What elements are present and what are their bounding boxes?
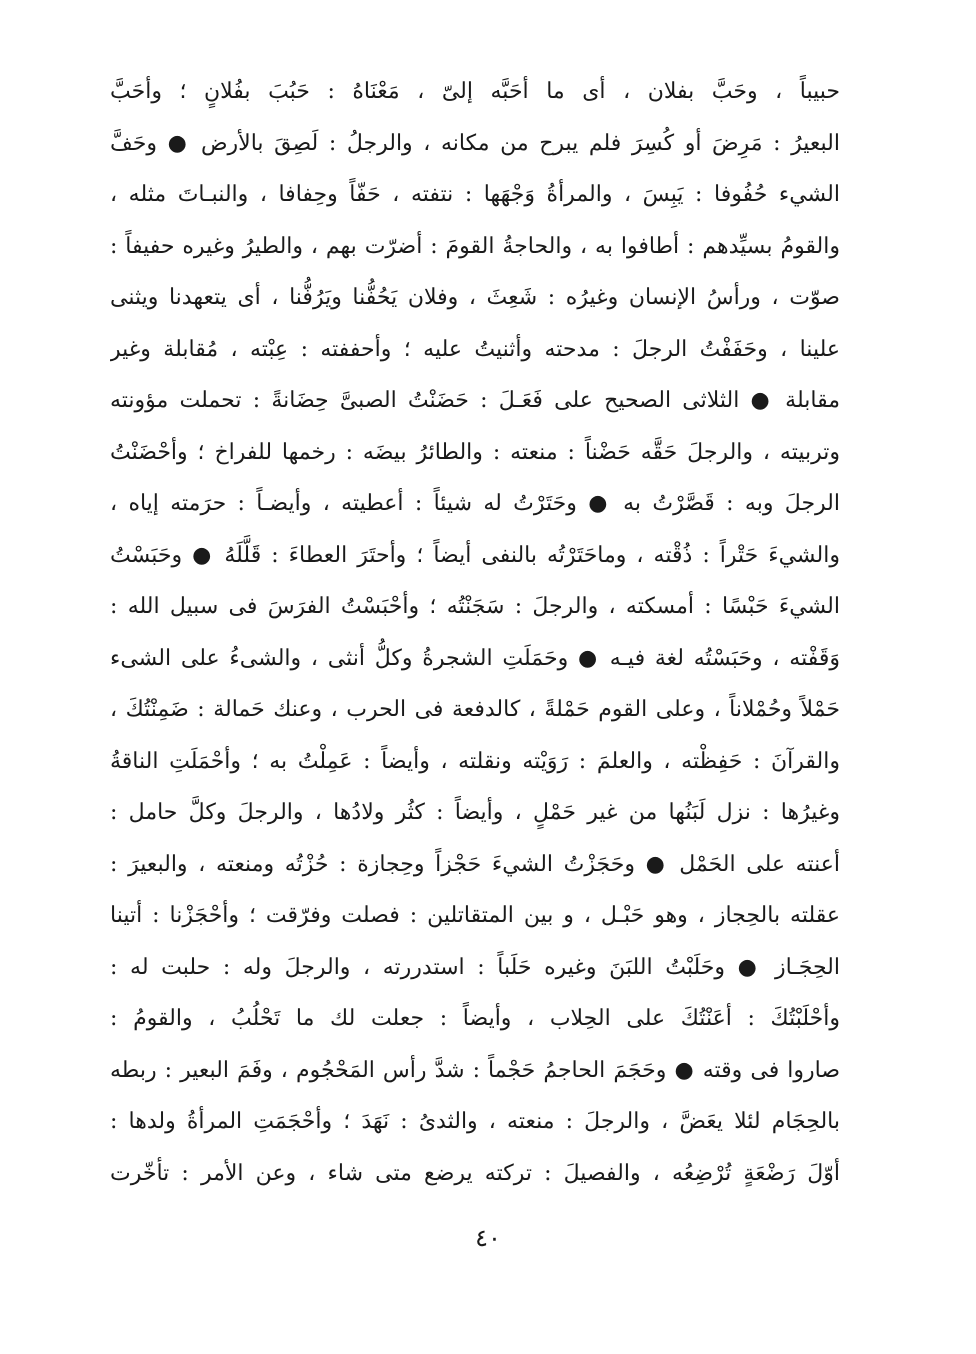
text-line: والقومُ بسيِّدهم : أطافوا به ، والحاجةُ القومَ : أضرّت بهم ، والطيرُ وغيره حفيفاً :: [110, 233, 840, 259]
text-line: صوّت ، ورأسُ الإنسان وغيرُه : شَعِثَ ، وفلان يَحُفُّنا ويَرُفُّنا ، أى يتعهدنا ويثنى: [110, 285, 840, 310]
text-line: الشيء حُفُوفا : يَبِسَ ، والمرأةُ وَجْهَها : نتفته ، حَفّاً وحِفافا ، والنبـاتَ مثله ،: [110, 182, 840, 207]
text-line: بالحِجَام لئلا يعَضَّ ، والرجلَ : منعته ، والثدىُ : نَهَدَ ؛ وأحْجَمَتِ المرأةُ ولدها :: [110, 1109, 840, 1134]
text-line: عقلته بالحِجاز ، وهو حَبْـل ، و بين المتقاتلين : فصلت وفرّقت ؛ وأحْجَزْنا : أتينا: [110, 903, 840, 928]
body-text: [110, 66, 840, 1199]
text-line: والقرآنَ : حَفِظْته ، والعلمَ : رَوَيْته ونقلته ، وأيضاً : عَمِلْتُ به ؛ وأحْمَلَتِ الناقةُ: [110, 748, 840, 774]
text-line: الشيءَ حَبْسًا : أمسكته ، والرجلَ : سَجَنْتُه ؛ وأحْبَسْتُ الفرَسَ فى سبيل الله :: [110, 594, 840, 619]
text-line: وأحْلَبْتُكَ : أعَنْتُكَ على الحِلاب ، وأيضاً : جعلت لك ما تَحْلُبُ ، والقومُ :: [110, 1006, 840, 1031]
text-line: صاروا فى وقته ● وحَجَمَ الحاجمُ حَجْماً : شدَّ رأس المَحْجُوم ، وفَمَ البعير : ربطه: [110, 1057, 840, 1083]
text-line: وَقَفْته ، وحَبَسْتُه لغة فيـه ● وحَمَلَتِ الشجرةُ وكلُّ أنثى ، والشىءُ على الشىء: [110, 645, 840, 671]
text-line: الرجلَ وبه : قَصَّرْتُ به ● وحَتَرْتُ له شيئاً : أعطيته ، وأيضـاً : حرَمته إياه ،: [110, 491, 840, 516]
text-line: البعيرُ : مَرِضَ أو كُسِرَ فلم يبرح من مكانه ، والرجلُ : لَصِقَ بالأرض ● وحَفَّ: [110, 130, 840, 156]
text-line: وغيرُها : نزل لَبَنُها من غير حَمْلٍ ، وأيضاً : كثُر ولادُها ، والرجلَ وكلَّ حامل :: [110, 800, 840, 825]
text-line: أوّلَ رَضْعَةٍ تُرْضِعُه ، والفصيلَ : تركته يرضع متى شاء ، وعن الأمر : تأخّرت: [110, 1160, 840, 1186]
text-line: مقابلة ● الثلاثى الصحيح على فَعَـلَ : حَضَنْتُ الصبىَّ حِضَانةً : تحملت مؤونته: [110, 388, 840, 413]
text-line: أعنته على الحَمْل ● وحَجَزْتُ الشيءَ حَجْزاً وحِجازة : حُزْتُه ومنعته ، والبعيرَ :: [110, 851, 840, 877]
text-line: علينا ، وحَفَفْتُ الرجلَ : مدحته وأثنيتُ عليه ؛ وأحففته : عِبْته ، مُقابلة وغير: [110, 336, 840, 362]
page-number: ٤٠: [475, 1224, 501, 1252]
text-line: حبيباً ، وحَبَّ بفلان ، أى ما أحَبَّه إلىّ ، مَعْنَاهُ : حَبُبَ بفُلانٍ ؛ وأحَبَّ: [110, 79, 840, 104]
text-line: والشيءَ حَتْراً : ذُقْته ، وماحَتَرْتُه بالنفى أيضاً ؛ وأحتَرَ العطاءَ : قَلَّلَهُ ● وحَبَسْتُ: [110, 542, 840, 568]
text-line: حَمْلاً وحُمْلاناً ، وعلى القوم حَمْلةً ، كالدفعة فى الحرب ، وعنك حَمالة : ضَمِنْتُكَ ،: [110, 697, 840, 722]
text-line: وتربيته ، والرجلَ حَقَّه حَضْناً : منعته : والطائرُ بيضَه : رخمها للفراخ ؛ وأحْضَنْتُ: [110, 439, 840, 465]
text-line: الحِجَـاز ● وحَلَبْتُ اللبَنَ وغيره حَلَباً : استدررته ، والرجلَ وله : حلبت له :: [110, 954, 840, 980]
